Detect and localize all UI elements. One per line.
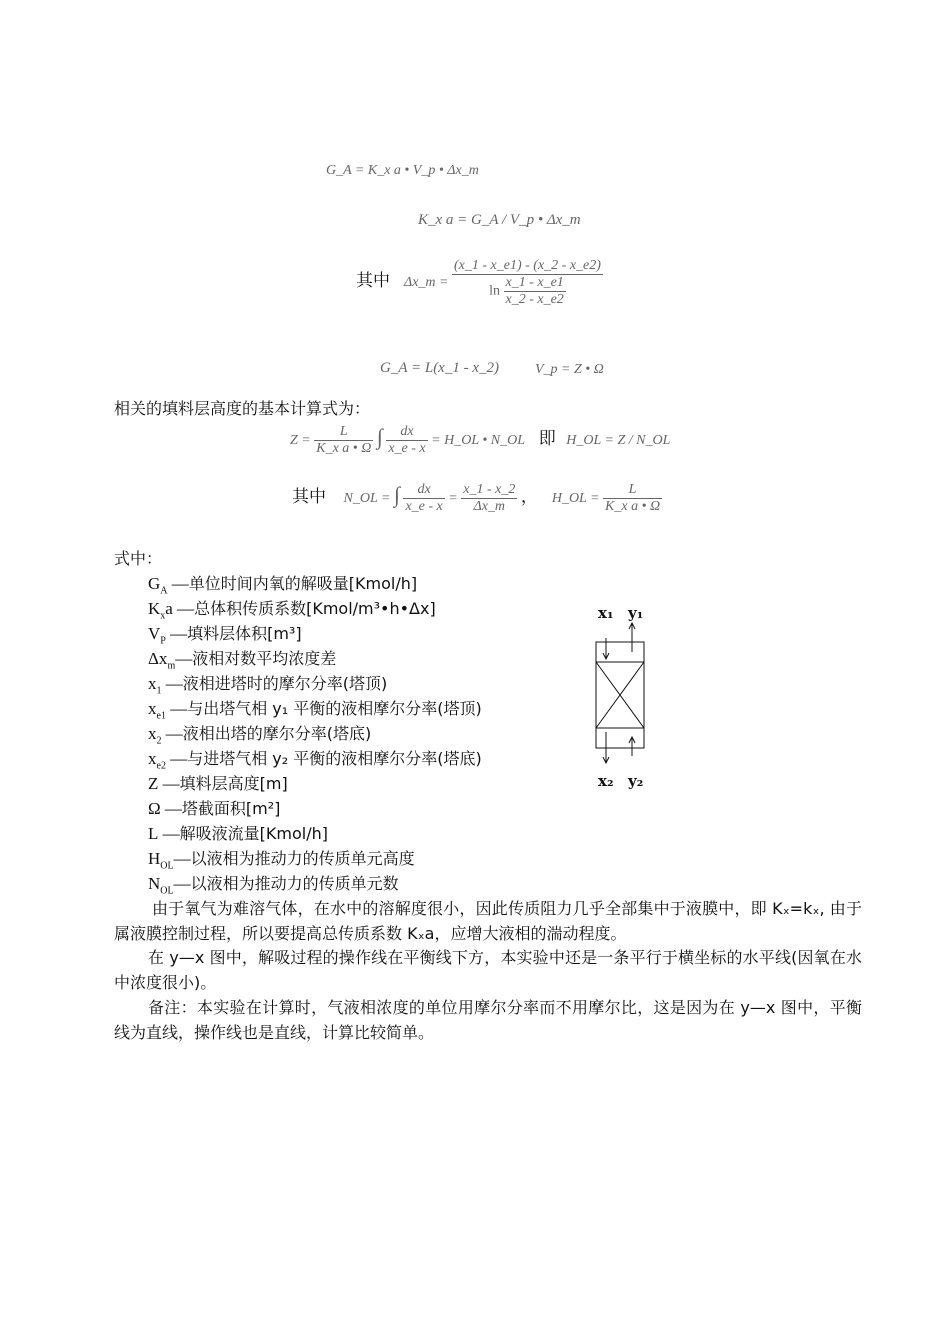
equation-z-integrand-denominator: x_e - x	[388, 441, 426, 457]
definition-description: 与出塔气相 y₁ 平衡的液相摩尔分率(塔顶)	[187, 699, 482, 718]
definition-row	[148, 696, 482, 721]
definition-symbol: L	[148, 824, 159, 843]
equation-hol2-lhs: H_OL =	[551, 491, 600, 506]
equation-z-lhs: Z =	[290, 433, 311, 448]
where-label: 式中：	[114, 549, 163, 568]
definition-description: 液相出塔的摩尔分率(塔底)	[182, 724, 372, 743]
equation-delta-xm-numerator: (x_1 - x_e1) - (x_2 - x_e2)	[454, 258, 601, 273]
equation-vp	[535, 362, 604, 378]
paragraph-2	[114, 945, 862, 995]
definition-row	[148, 746, 482, 771]
paragraph-3	[114, 995, 862, 1045]
equation-z-integrand-numerator: dx	[386, 424, 427, 441]
definition-row	[148, 621, 482, 646]
equation-nol-lhs: N_OL =	[343, 491, 391, 506]
equation-vp-text: V_p = Z • Ω	[535, 362, 604, 377]
definition-row	[148, 821, 482, 846]
equation-hol2-fraction	[603, 482, 662, 515]
definition-subscript: e1	[156, 710, 166, 722]
definition-description: 与进塔气相 y₂ 平衡的液相摩尔分率(塔底)	[187, 749, 482, 768]
label-x1: x₁	[598, 604, 614, 622]
definition-description: 填料层高度[m]	[179, 774, 288, 793]
definition-dash: —	[175, 649, 193, 668]
definition-description: 解吸液流量[Kmol/h]	[179, 824, 328, 843]
equation-ga	[326, 163, 479, 179]
definition-subscript: OL	[160, 860, 174, 872]
definition-dash: —	[160, 799, 182, 818]
label-y1: y₁	[628, 604, 644, 622]
integral-sign: ∫	[376, 424, 383, 449]
equation-z-denominator: K_x a • Ω	[316, 441, 372, 457]
equation-z-fraction	[314, 424, 373, 457]
paragraph-1	[114, 896, 862, 946]
definition-subscript: A	[160, 585, 168, 597]
equation-delta-xm-fraction	[452, 258, 603, 308]
equation-hol: H_OL = Z / N_OL	[566, 433, 671, 448]
definition-dash: —	[173, 849, 191, 868]
definition-description: 液相进塔时的摩尔分率(塔顶)	[182, 674, 388, 693]
definition-subscript: 2	[156, 735, 162, 747]
equation-nol-integrand	[403, 482, 444, 515]
definition-symbol: G	[148, 574, 161, 593]
equation-nol-mid-denominator: Δx_m	[473, 499, 506, 515]
paragraph-2-text: 在 y—x 图中，解吸过程的操作线在平衡线下方，本实验中还是一条平行于横坐标的水平线(因氧在水中浓度很小)。	[114, 948, 862, 992]
intro-line: 相关的填料层高度的基本计算式为：	[114, 399, 371, 418]
definition-row	[148, 796, 482, 821]
equation-nol-mid	[461, 482, 517, 515]
definition-dash: —	[165, 699, 188, 718]
definition-row	[148, 721, 482, 746]
equation-nol-comma: ，	[520, 487, 538, 507]
equation-delta-xm	[356, 258, 603, 308]
equation-delta-xm-label: 其中	[356, 271, 390, 292]
equation-nol-label: 其中	[292, 487, 326, 507]
definition-symbol: V	[148, 624, 161, 643]
equation-z-numerator: L	[314, 424, 373, 441]
definition-dash: —	[165, 624, 188, 643]
definition-description: 液相对数平均浓度差	[192, 649, 337, 668]
definition-symbol: N	[148, 874, 161, 893]
definition-symbol: x	[148, 749, 157, 768]
equation-z	[290, 424, 670, 457]
equation-kxa-text: K_x a = G_A / V_p • Δx_m	[418, 212, 581, 228]
paragraph-1-text: 由于氧气为难溶气体，在水中的溶解度很小，因此传质阻力几乎全部集中于液膜中，即 Kₓ=kₓ, 由于属液膜控制过程，所以要提高总传质系数 Kₓa，应增大液相的湍动程度。	[114, 899, 862, 943]
definition-description: 塔截面积[m²]	[181, 799, 281, 818]
definition-subscript: x	[160, 610, 166, 622]
definition-symbol: x	[148, 674, 157, 693]
equation-kxa	[418, 212, 581, 229]
definition-dash: —	[161, 724, 183, 743]
definition-symbol: x	[148, 699, 157, 718]
definition-symbol: Z	[148, 774, 159, 793]
definition-dash: —	[173, 874, 191, 893]
equation-ji: 即	[538, 429, 556, 449]
definition-row	[148, 596, 482, 621]
equation-ga-text: G_A = K_x a • V_p • Δx_m	[326, 163, 479, 178]
equation-hol2-denominator: K_x a • Ω	[605, 499, 661, 515]
definition-subscript: 1	[156, 685, 162, 697]
equation-delta-xm-denominator	[452, 275, 603, 308]
definition-row	[148, 671, 482, 696]
definitions-list	[148, 571, 482, 896]
definition-subscript: e2	[156, 760, 166, 772]
definition-description: 以液相为推动力的传质单元数	[190, 874, 399, 893]
equation-nol: 其中 N_OL = ∫ $\frac{dx}{x\_e - x}$ = $\frac{x\_1 - x\_2}{\Delta x\_m}$ ， H_OL = $\frac{L}{\text{K\_x a • Ω}}$	[292, 482, 661, 515]
definition-symbol: K	[148, 599, 161, 618]
equation-ln: ln	[489, 283, 500, 299]
definition-dash: —	[158, 824, 180, 843]
definition-symbol: x	[148, 724, 157, 743]
definition-row	[148, 646, 482, 671]
definition-description: 总体积传质系数[Kmol/m³•h•Δx]	[194, 599, 436, 618]
equation-nol-integrand-numerator: dx	[403, 482, 444, 499]
definition-symbol: H	[148, 849, 161, 868]
definition-row	[148, 771, 482, 796]
equation-nol-mid-numerator: x_1 - x_2	[463, 482, 516, 498]
definition-symbol: Ω	[148, 799, 161, 818]
equation-z-rhs: = H_OL • N_OL	[431, 433, 525, 448]
definition-subscript: m	[167, 660, 176, 672]
definition-description: 以液相为推动力的传质单元高度	[190, 849, 415, 868]
integral-sign-2: ∫	[393, 482, 400, 507]
equation-ga-l	[380, 360, 499, 377]
equation-ln-fraction	[504, 275, 566, 308]
equation-ln-numerator: x_1 - x_e1	[505, 275, 564, 290]
label-y2: y₂	[628, 772, 644, 790]
equation-ga-l-text: G_A = L(x_1 - x_2)	[380, 360, 499, 376]
definition-description: 填料层体积[m³]	[187, 624, 302, 643]
definition-subscript: OL	[160, 885, 174, 897]
definition-dash: —	[165, 749, 188, 768]
equation-z-integrand	[386, 424, 427, 457]
definition-row	[148, 571, 482, 596]
column-svg	[580, 596, 670, 796]
definition-dash: —	[158, 774, 180, 793]
definition-symbol: Δx	[148, 649, 168, 668]
definition-description: 单位时间内氧的解吸量[Kmol/h]	[188, 574, 418, 593]
definition-dash: —	[161, 674, 183, 693]
equation-hol2-numerator: L	[603, 482, 662, 499]
definition-row	[148, 846, 482, 871]
paragraph-3-text: 备注：本实验在计算时，气液相浓度的单位用摩尔分率而不用摩尔比，这是因为在 y—x 图中，平衡线为直线，操作线也是直线，计算比较简单。	[114, 998, 862, 1042]
packed-column-diagram	[580, 596, 670, 800]
label-x2: x₂	[598, 772, 614, 790]
definition-row	[148, 871, 482, 896]
definition-dash: —	[167, 574, 189, 593]
definition-subscript: P	[160, 635, 166, 647]
equation-nol-integrand-denominator: x_e - x	[405, 499, 443, 515]
equation-delta-xm-lhs: Δx_m =	[404, 275, 449, 291]
definition-dash: a —	[165, 599, 195, 618]
equation-ln-denominator: x_2 - x_e2	[505, 292, 564, 307]
